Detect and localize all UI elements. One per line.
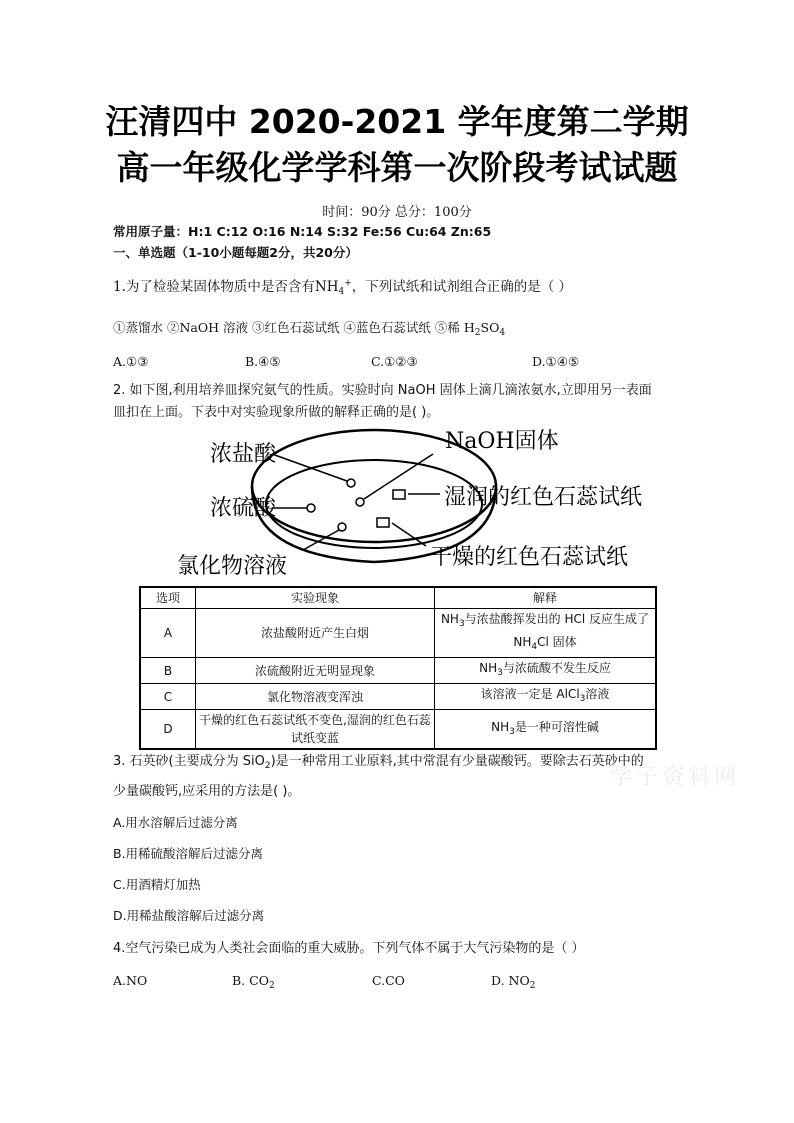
header-explanation: 解释 (435, 587, 657, 609)
row-phenomenon: 浓盐酸附近产生白烟 (196, 609, 435, 658)
q1-option-a: A.①③ (113, 354, 149, 369)
q4-option-c: C.CO (372, 973, 405, 988)
q1-option-d: D.①④⑤ (532, 354, 580, 369)
table-header-row (140, 587, 656, 609)
q3-option-c: C.用酒精灯加热 (113, 877, 201, 892)
naoh-solid-drop (356, 498, 364, 506)
q4-stem: 4.空气污染已成为人类社会面临的重大威胁。下列气体不属于大气污染物的是（ ） (113, 941, 585, 956)
q3-option-b: B.用稀硫酸溶解后过滤分离 (113, 846, 264, 861)
header-option: 选项 (140, 587, 196, 609)
table-row (140, 609, 656, 658)
leader-line-dry-paper (392, 523, 426, 546)
label-conc-h2so4: 浓硫酸 (210, 496, 277, 521)
q1-option-b: B.④⑤ (245, 354, 281, 369)
q4-option-d: D. $NO_2$ (491, 973, 536, 991)
row-option: C (140, 684, 196, 710)
row-explanation: $NH_3$与浓硫酸不发生反应 (435, 658, 657, 684)
leader-line-hcl (272, 454, 347, 481)
row-phenomenon: 氯化物溶液变浑浊 (196, 684, 435, 710)
label-dry-red-litmus: 干燥的红色石蕊试纸 (430, 545, 629, 570)
watermark: 学子资料网 (610, 765, 741, 790)
row-option: A (140, 609, 196, 658)
atomic-mass-label: 常用原子量： (113, 224, 189, 239)
q4-option-a: A.NO (113, 973, 148, 988)
table-row (140, 658, 656, 684)
exam-title-line1: 汪清四中 2020-2021 学年度第二学期 (105, 102, 689, 141)
q1-stem: 1.为了检验某固体物质中是否含有$NH_4^+$，下列试纸和试剂组合正确的是（ ） (113, 278, 573, 297)
time-info: 时间：90分 总分：100分 (322, 205, 472, 220)
table-row (140, 710, 656, 750)
petri-dish-diagram (177, 420, 643, 585)
header-phenomenon: 实验现象 (196, 587, 435, 609)
row-explanation: 该溶液一定是 AlCl$_3$溶液 (435, 684, 657, 710)
q3-option-d: D.用稀盐酸溶解后过滤分离 (113, 908, 265, 923)
row-phenomenon: 浓硫酸附近无明显现象 (196, 658, 435, 684)
q3-stem-line2: 少量碳酸钙,应采用的方法是( )。 (113, 784, 301, 799)
q1-option-c: C.①②③ (371, 354, 418, 369)
atomic-mass-values: H:1 C:12 O:16 N:14 S:32 Fe:56 Cu:64 Zn:65 (188, 224, 492, 239)
q4-option-b: B. $CO_2$ (232, 973, 275, 991)
q1-items: ①蒸馏水 ②NaOH 溶液 ③红色石蕊试纸 ④蓝色石蕊试纸 ⑤稀 $H_2SO_4$ (113, 320, 506, 338)
experiment-table (139, 586, 657, 750)
row-option: B (140, 658, 196, 684)
section-title: 一、单选题（1-10小题每题2分，共20分） (113, 245, 358, 260)
label-conc-hcl: 浓盐酸 (210, 442, 277, 467)
conc-hcl-drop (347, 479, 355, 487)
exam-title-line2: 高一年级化学学科第一次阶段考试试题 (116, 148, 678, 187)
atomic-mass-line (113, 222, 491, 240)
chloride-solution-drop (338, 523, 346, 531)
row-phenomenon: 干燥的红色石蕊试纸不变色,湿润的红色石蕊试纸变蓝 (196, 710, 435, 750)
row-option: D (140, 710, 196, 750)
q2-stem-line1: 2. 如下图,利用培养皿探究氨气的性质。实验时向 NaOH 固体上滴几滴浓氨水,立即用另一表面 (113, 383, 652, 398)
label-wet-red-litmus: 湿润的红色石蕊试纸 (444, 485, 643, 510)
q3-option-a: A.用水溶解后过滤分离 (113, 815, 238, 830)
dry-litmus-paper (377, 518, 389, 527)
q3-stem-line1: 3. 石英砂(主要成分为 SiO$_2$)是一种常用工业原料,其中常混有少量碳酸钙。要除去石英砂中的 (113, 754, 644, 771)
label-naoh-solid: NaOH固体 (445, 429, 559, 454)
label-chloride-solution: 氯化物溶液 (177, 554, 288, 579)
row-explanation: $NH_3$与浓盐酸挥发出的 HCl 反应生成了 $NH_4Cl$ 固体 (435, 609, 657, 658)
row-explanation: $NH_3$是一种可溶性碱 (435, 710, 657, 750)
q2-stem-line2: 皿扣在上面。下表中对实验现象所做的解释正确的是( )。 (113, 405, 440, 420)
wet-litmus-paper (393, 490, 405, 499)
table-row (140, 684, 656, 710)
conc-h2so4-drop (307, 504, 315, 512)
